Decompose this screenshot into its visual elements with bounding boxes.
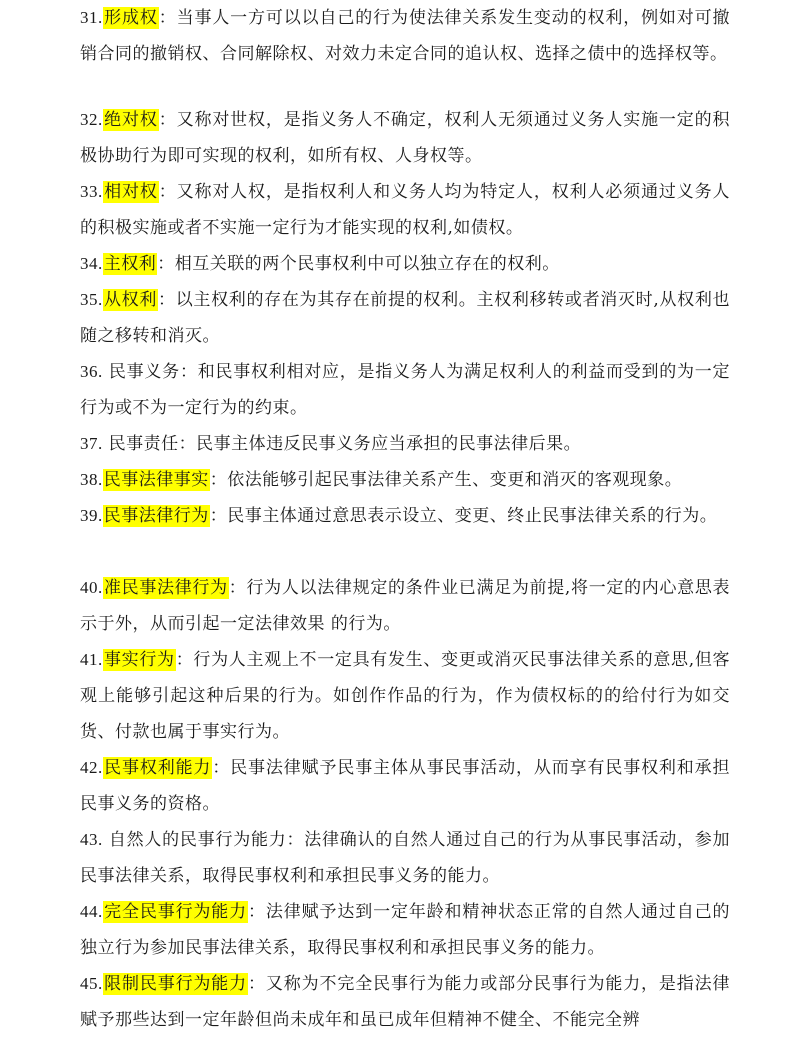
entry-32 <box>80 102 730 174</box>
entry-number: 38. <box>80 470 103 489</box>
entry-separator: ： <box>179 362 198 382</box>
entry-number: 37. <box>80 434 103 453</box>
entry-body: 行为人主观上不一定具有发生、变更或消灭民事法律关系的意思,但客观上能够引起这种后果的行为。如创作作品的行为，作为债权标的的给付行为如交货、付款也属于事实行为。 <box>80 650 731 742</box>
term-plain: 民事责任 <box>108 434 179 454</box>
term-highlight: 限制民事行为能力 <box>103 974 248 994</box>
entry-39 <box>80 498 730 534</box>
entry-separator: ： <box>175 650 194 670</box>
term-highlight: 相对权 <box>103 182 158 202</box>
entry-body: 民事主体通过意思表示设立、变更、终止民事法律关系的行为。 <box>227 506 718 526</box>
term-highlight: 绝对权 <box>103 110 158 130</box>
entry-separator: ： <box>157 254 175 274</box>
entry-separator: ： <box>158 182 177 202</box>
entry-separator: ： <box>158 8 177 28</box>
entry-33 <box>80 174 730 246</box>
entry-number: 40. <box>80 578 103 597</box>
entry-number: 32. <box>80 110 103 129</box>
entry-number: 36. <box>80 362 103 381</box>
entry-number: 34. <box>80 254 103 273</box>
entry-45 <box>80 966 730 1038</box>
term-plain: 民事义务 <box>108 362 180 382</box>
term-highlight: 民事权利能力 <box>103 758 212 778</box>
entry-31 <box>80 0 730 72</box>
entry-number: 41. <box>80 650 103 669</box>
entry-body: 依法能够引起民事法律关系产生、变更和消灭的客观现象。 <box>227 470 683 490</box>
entry-number: 33. <box>80 182 103 201</box>
entry-42 <box>80 750 730 822</box>
entry-34 <box>80 246 730 282</box>
entry-35 <box>80 282 730 354</box>
entry-37 <box>80 426 730 462</box>
entry-number: 35. <box>80 290 103 309</box>
term-plain: 自然人的民事行为能力 <box>108 830 287 850</box>
entry-separator: ： <box>209 470 228 490</box>
term-highlight: 事实行为 <box>103 650 175 670</box>
entry-body: 以主权利的存在为其存在前提的权利。主权利移转或者消灭时,从权利也随之移转和消灭。 <box>80 290 731 346</box>
entry-38 <box>80 462 730 498</box>
entry-separator: ： <box>158 110 177 130</box>
entry-separator: ： <box>286 830 305 850</box>
entry-body: 又称对人权，是指权利人和义务人均为特定人，权利人必须通过义务人的积极实施或者不实施一定行为才能实现的权利,如债权。 <box>80 182 731 238</box>
entry-number: 42. <box>80 758 103 777</box>
entry-41 <box>80 642 730 750</box>
term-highlight: 形成权 <box>103 8 158 28</box>
entry-body: 当事人一方可以以自己的行为使法律关系发生变动的权利，例如对可撤销合同的撤销权、合同解除权、对效力未定合同的追认权、选择之债中的选择权等。 <box>80 8 731 64</box>
entry-number: 43. <box>80 830 103 849</box>
entry-body: 又称为不完全民事行为能力或部分民事行为能力，是指法律赋予那些达到一定年龄但尚未成年和虽已成年但精神不健全、不能完全辨 <box>80 974 731 1030</box>
entry-separator: ： <box>178 434 197 454</box>
entry-separator: ： <box>212 758 231 778</box>
entry-number: 39. <box>80 506 103 525</box>
entry-body: 和民事权利相对应，是指义务人为满足权利人的利益而受到的为一定行为或不为一定行为的约束。 <box>80 362 731 418</box>
entry-body: 行为人以法律规定的条件业已满足为前提,将一定的内心意思表示于外，从而引起一定法律效果 的行为。 <box>80 578 731 634</box>
term-highlight: 民事法律事实 <box>103 470 209 490</box>
entry-body: 民事主体违反民事义务应当承担的民事法律后果。 <box>196 434 582 454</box>
entry-body: 民事法律赋予民事主体从事民事活动，从而享有民事权利和承担民事义务的资格。 <box>80 758 731 814</box>
entry-body: 相互关联的两个民事权利中可以独立存在的权利。 <box>174 254 560 274</box>
entry-body: 法律赋予达到一定年龄和精神状态正常的自然人通过自己的独立行为参加民事法律关系，取得民事权利和承担民事义务的能力。 <box>80 902 731 958</box>
entry-number: 31. <box>80 8 103 27</box>
entry-separator: ： <box>248 974 266 994</box>
entry-separator: ： <box>248 902 266 922</box>
term-highlight: 民事法律行为 <box>103 506 209 526</box>
entry-body: 法律确认的自然人通过自己的行为从事民事活动，参加民事法律关系，取得民事权利和承担民事义务的能力。 <box>80 830 731 886</box>
entry-number: 45. <box>80 974 103 993</box>
entry-separator: ： <box>228 578 247 598</box>
entry-44 <box>80 894 730 966</box>
term-highlight: 从权利 <box>103 290 158 310</box>
entry-separator: ： <box>158 290 176 310</box>
term-highlight: 完全民事行为能力 <box>103 902 248 922</box>
entry-36 <box>80 354 730 426</box>
entry-separator: ： <box>209 506 228 526</box>
entry-body: 又称对世权，是指义务人不确定，权利人无须通过义务人实施一定的积极协助行为即可实现的权利，如所有权、人身权等。 <box>80 110 731 166</box>
entry-43 <box>80 822 730 894</box>
entry-number: 44. <box>80 902 103 921</box>
term-highlight: 主权利 <box>103 254 157 274</box>
entry-40 <box>80 570 730 642</box>
term-highlight: 准民事法律行为 <box>103 578 228 598</box>
